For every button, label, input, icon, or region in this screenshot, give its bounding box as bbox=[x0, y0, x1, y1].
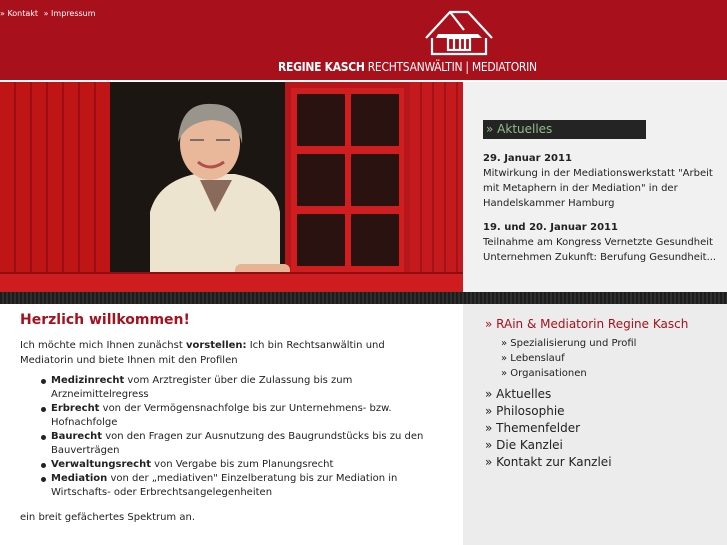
main-content bbox=[0, 304, 463, 545]
news-text: Mitwirkung in der Mediationswerkstatt "Arbeit mit Metaphern in der Mediation" in der Handelskammer Hamburg bbox=[483, 168, 713, 209]
sidebar-item-philosophy[interactable]: » Philosophie bbox=[485, 404, 565, 418]
kontakt-link[interactable]: » Kontakt bbox=[0, 9, 39, 18]
sidebar-subitem-specialization[interactable]: » Spezialisierung und Profil bbox=[501, 338, 637, 349]
page-title: Herzlich willkommen! bbox=[20, 312, 190, 328]
site-header bbox=[0, 0, 727, 80]
sidebar-item-profile[interactable]: » RAin & Mediatorin Regine Kasch bbox=[485, 317, 689, 331]
news-item[interactable] bbox=[483, 151, 723, 211]
hero-image bbox=[0, 82, 463, 292]
news-text: Teilnahme am Kongress Vernetzte Gesundheit Unternehmen Zukunft: Berufung Gesundheit... bbox=[483, 237, 717, 263]
list-item: Medizinrecht vom Arztregister über die Zulassung bis zum Arzneimittelregress bbox=[51, 374, 431, 402]
brand-name: REGINE KASCH bbox=[278, 60, 365, 74]
list-item: Baurecht von den Fragen zur Ausnutzung des Baugrundstücks bis zu den Bauverträgen bbox=[51, 430, 431, 458]
list-item: Erbrecht von der Vermögensnachfolge bis zur Unternehmens- bzw. Hofnachfolge bbox=[51, 402, 431, 430]
red-wall bbox=[410, 82, 463, 292]
dark-separator-band bbox=[0, 292, 727, 304]
outro-text: ein breit gefächertes Spektrum an. bbox=[20, 512, 195, 523]
impressum-link[interactable]: » Impressum bbox=[43, 9, 96, 18]
list-item: Verwaltungsrecht von Vergabe bis zum Planungsrecht bbox=[51, 458, 431, 472]
sidebar-item-topics[interactable]: » Themenfelder bbox=[485, 421, 581, 435]
list-item: Mediation von der „mediativen" Einzelberatung bis zur Mediation in Wirtschafts- oder Erbrechtsangelegenheiten bbox=[51, 472, 431, 500]
red-door-frame bbox=[0, 82, 110, 292]
brand-title bbox=[278, 60, 537, 74]
window-sill bbox=[0, 272, 463, 292]
intro-text: Ich möchte mich Ihnen zunächst vorstellen: Ich bin Rechtsanwältin und Mediatorin und biete Ihnen mit den Profilen bbox=[20, 340, 385, 366]
red-window-shutter bbox=[285, 82, 410, 282]
news-date: 29. Januar 2011 bbox=[483, 153, 572, 164]
news-panel bbox=[463, 82, 727, 292]
sidebar-navigation bbox=[463, 304, 727, 545]
brand-profession: RECHTSANWÄLTIN | MEDIATORIN bbox=[367, 60, 537, 74]
news-date: 19. und 20. Januar 2011 bbox=[483, 222, 618, 233]
sidebar-subitem-cv[interactable]: » Lebenslauf bbox=[501, 353, 565, 364]
sidebar-item-contact[interactable]: » Kontakt zur Kanzlei bbox=[485, 455, 612, 469]
top-navigation bbox=[0, 9, 99, 18]
house-logo-icon[interactable] bbox=[424, 8, 494, 56]
profile-list bbox=[51, 374, 431, 500]
sidebar-item-office[interactable]: » Die Kanzlei bbox=[485, 438, 563, 452]
sidebar-item-news[interactable]: » Aktuelles bbox=[485, 387, 552, 401]
news-item[interactable] bbox=[483, 220, 723, 265]
news-title[interactable]: » Aktuelles bbox=[483, 120, 646, 139]
portrait-woman-icon bbox=[140, 92, 290, 292]
sidebar-subitem-organizations[interactable]: » Organisationen bbox=[501, 368, 587, 379]
